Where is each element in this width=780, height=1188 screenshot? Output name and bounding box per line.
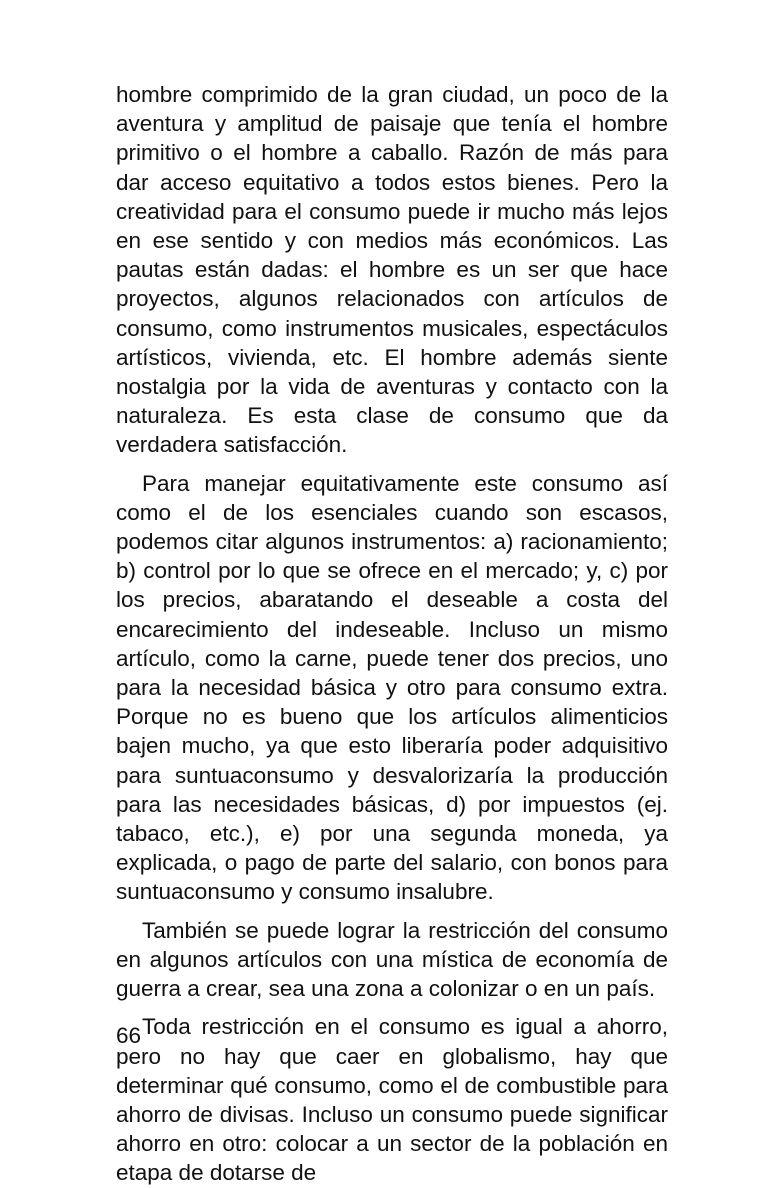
paragraph-2: Para manejar equitativamente este consumo así como el de los esenciales cuando son escasos, podemos citar algunos instrumentos: a) racionamiento; b) control por lo que se ofrece en el mercado; y, c) por los precios, abaratando el deseable a costa del encarecimiento del indeseable. Incluso un mismo artículo, como la carne, puede tener dos precios, uno para la necesidad básica y otro para consumo extra. Porque no es bueno que los artículos alimenticios bajen mucho, ya que esto liberaría poder adquisitivo para suntuaconsumo y desvalorizaría la producción para las necesidades básicas, d) por impuestos (ej. tabaco, etc.), e) por una segunda moneda, ya explicada, o pago de parte del salario, con bonos para suntuaconsumo y consumo insalubre. — [116, 470, 668, 905]
paragraph-4: Toda restricción en el consumo es igual a ahorro, pero no hay que caer en globalismo, hay que determinar qué consumo, como el de combustible para ahorro de divisas. Incluso un consumo puede significar ahorro en otro: colocar a un sector de la población en etapa de dotarse de — [116, 1014, 668, 1186]
body-text — [116, 80, 668, 1188]
page-number: 66 — [116, 1023, 142, 1048]
paragraph-1: hombre comprimido de la gran ciudad, un poco de la aventura y amplitud de paisaje que tenía el hombre primitivo o el hombre a caballo. Razón de más para dar acceso equitativo a todos estos bienes. Pero la creatividad para el consumo puede ir mucho más lejos en ese sentido y con medios más económicos. Las pautas están dadas: el hombre es un ser que hace proyectos, algunos relacionados con artículos de consumo, como instrumentos musicales, espectáculos artísticos, vivienda, etc. El hombre además siente nostalgia por la vida de aventuras y contacto con la naturaleza. Es esta clase de consumo que da verdadera satisfacción. — [116, 82, 668, 458]
paragraph-3: También se puede lograr la restricción del consumo en algunos artículos con una mística de economía de guerra a crear, sea una zona a colonizar o en un país. — [116, 917, 668, 1002]
